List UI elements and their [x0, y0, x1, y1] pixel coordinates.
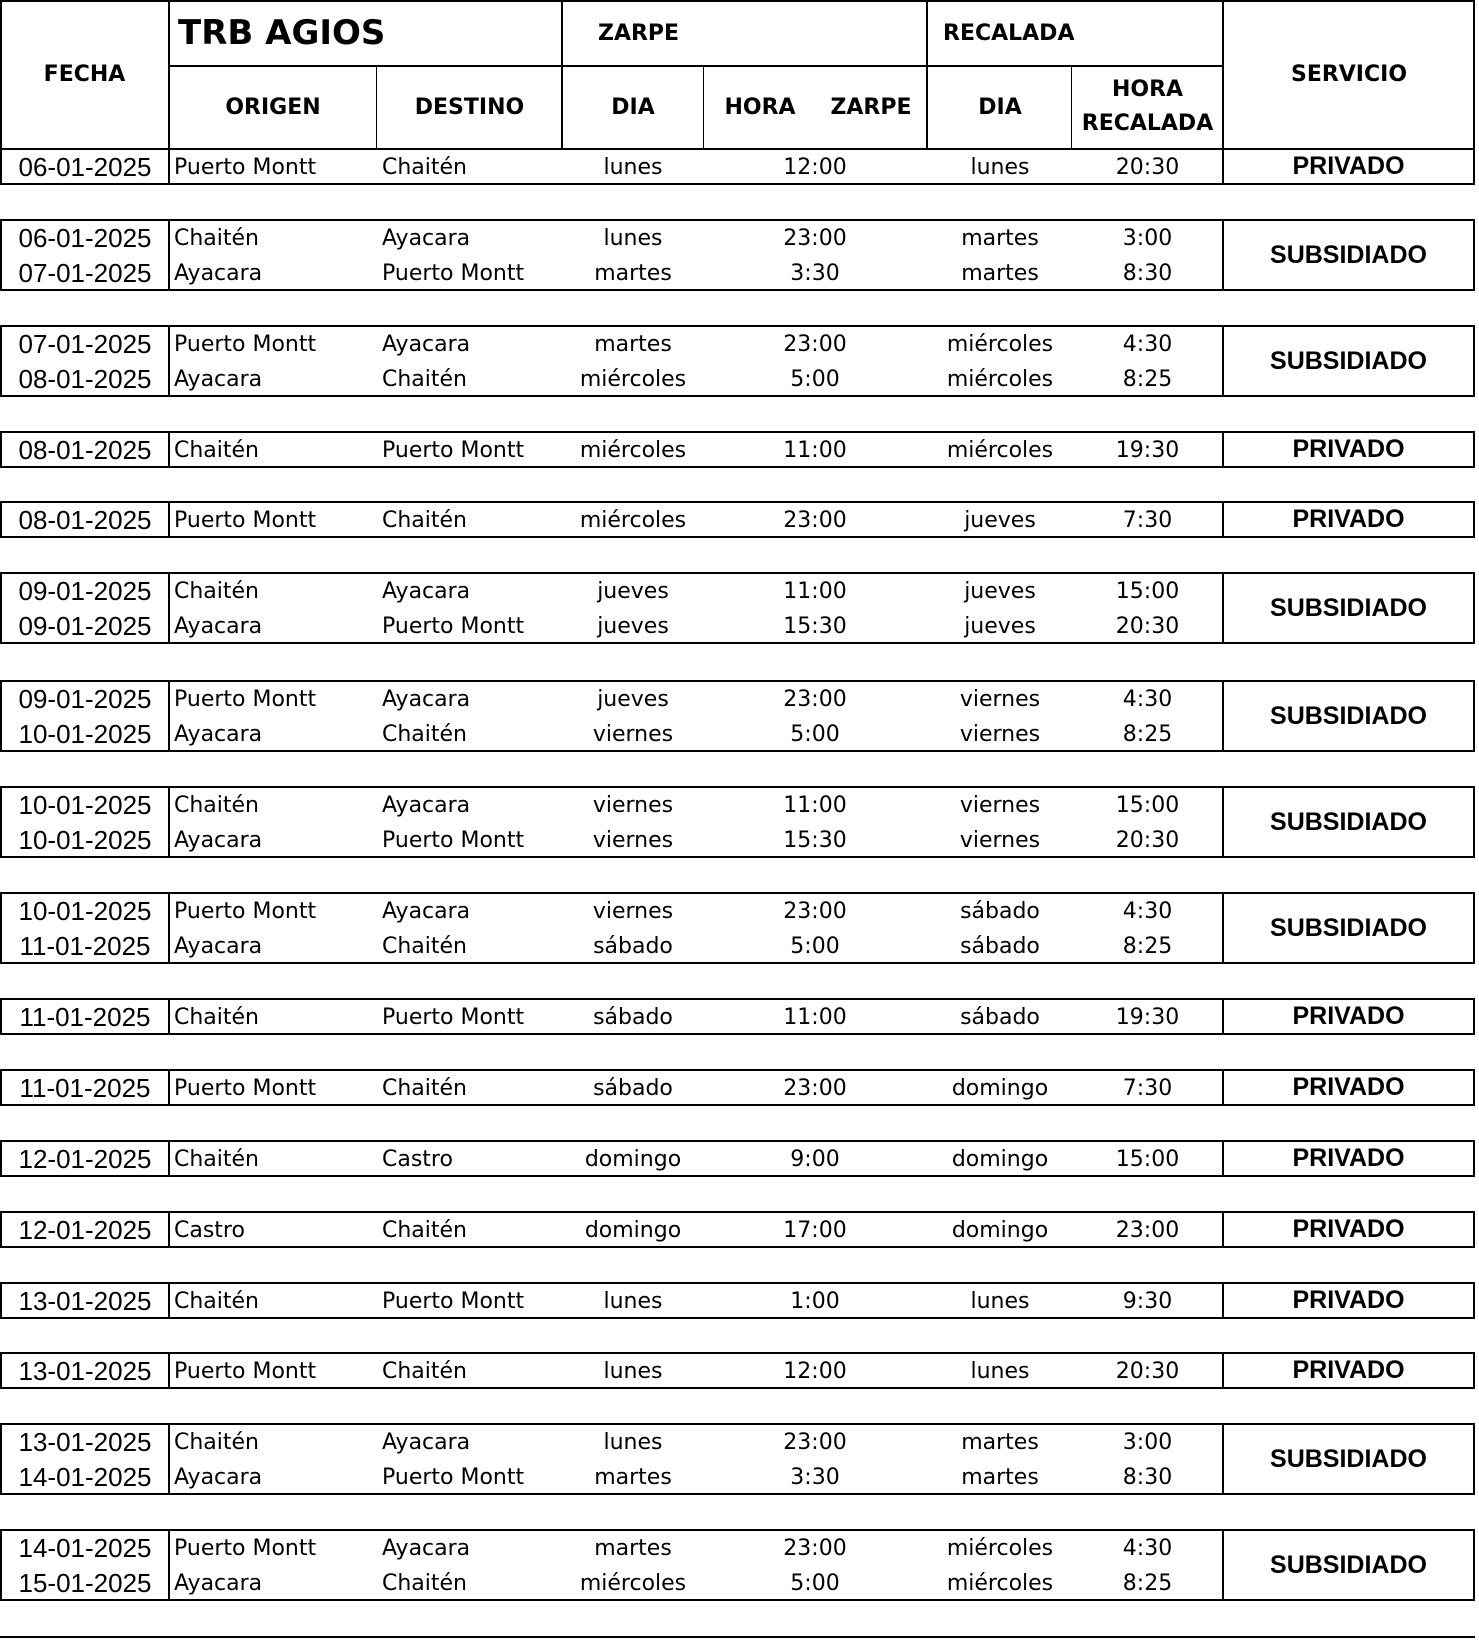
group-divider-fecha	[168, 219, 170, 291]
origen-cell: Ayacara	[174, 613, 263, 639]
servicio-label: SUBSIDIADO	[1270, 593, 1427, 622]
fecha-cell: 14-01-2025	[18, 1532, 152, 1563]
origen-cell: Ayacara	[174, 1570, 263, 1596]
hora-zarpe-cell: 11:00	[783, 792, 847, 818]
dia-recalada-cell: lunes	[970, 1358, 1030, 1384]
destino-cell: Puerto Montt	[382, 260, 525, 286]
group-right-border	[1473, 892, 1475, 964]
hora-zarpe-cell: 12:00	[783, 1358, 847, 1384]
fecha-cell: 12-01-2025	[18, 1143, 152, 1174]
dia-recalada-cell: domingo	[951, 1075, 1049, 1101]
destino-cell: Chaitén	[382, 1358, 468, 1384]
dia-zarpe-cell: miércoles	[579, 1570, 687, 1596]
hora-recalada-cell: 4:30	[1122, 898, 1173, 924]
destino-cell: Puerto Montt	[382, 1464, 525, 1490]
group-divider-fecha	[168, 1211, 170, 1248]
group-divider-fecha	[168, 1282, 170, 1319]
dia-recalada-cell: viernes	[959, 792, 1041, 818]
header-hora-recalada-line1: HORA	[1111, 77, 1184, 102]
fecha-cell: 06-01-2025	[18, 151, 152, 182]
origen-cell: Ayacara	[174, 366, 263, 392]
hora-zarpe-cell: 15:30	[783, 827, 847, 853]
dia-zarpe-cell: jueves	[597, 613, 669, 639]
hora-zarpe-cell: 23:00	[783, 507, 847, 533]
dia-zarpe-cell: viernes	[592, 792, 674, 818]
group-right-border	[1473, 1069, 1475, 1106]
origen-cell: Ayacara	[174, 1464, 263, 1490]
destino-cell: Ayacara	[382, 898, 471, 924]
servicio-label: SUBSIDIADO	[1270, 346, 1427, 375]
origen-cell: Puerto Montt	[174, 507, 317, 533]
header-top-border	[0, 0, 1475, 2]
header-divider-fecha	[168, 0, 170, 148]
dia-zarpe-cell: lunes	[603, 1358, 663, 1384]
destino-cell: Puerto Montt	[382, 437, 525, 463]
group-divider-fecha	[168, 572, 170, 644]
hora-zarpe-cell: 5:00	[790, 366, 840, 392]
dia-zarpe-cell: lunes	[603, 225, 663, 251]
group-divider-fecha	[168, 431, 170, 468]
servicio-label: PRIVADO	[1292, 1286, 1405, 1314]
hora-zarpe-cell: 23:00	[783, 1535, 847, 1561]
destino-cell: Chaitén	[382, 154, 468, 180]
destino-cell: Ayacara	[382, 578, 471, 604]
group-divider-fecha	[168, 1423, 170, 1495]
fecha-cell: 10-01-2025	[18, 718, 152, 749]
group-right-border	[1473, 572, 1475, 644]
group-right-border	[1473, 431, 1475, 468]
header-left-border	[0, 0, 2, 148]
destino-cell: Ayacara	[382, 792, 471, 818]
servicio-label: SUBSIDIADO	[1270, 240, 1427, 269]
destino-cell: Puerto Montt	[382, 827, 525, 853]
destino-cell: Ayacara	[382, 1429, 471, 1455]
fecha-cell: 10-01-2025	[18, 824, 152, 855]
header-servicio: SERVICIO	[1290, 61, 1408, 87]
fecha-cell: 06-01-2025	[18, 222, 152, 253]
destino-cell: Chaitén	[382, 933, 468, 959]
origen-cell: Chaitén	[174, 1429, 260, 1455]
origen-cell: Chaitén	[174, 1004, 260, 1030]
fecha-cell: 13-01-2025	[18, 1426, 152, 1457]
dia-zarpe-cell: viernes	[592, 827, 674, 853]
group-right-border	[1473, 1352, 1475, 1389]
hora-zarpe-cell: 23:00	[783, 225, 847, 251]
hora-recalada-cell: 8:25	[1122, 933, 1173, 959]
header-hora-recalada	[1072, 66, 1223, 148]
hora-recalada-cell: 7:30	[1122, 1075, 1173, 1101]
destino-cell: Ayacara	[382, 686, 471, 712]
header-dia-zarpe: DIA	[611, 94, 655, 120]
origen-cell: Puerto Montt	[174, 331, 317, 357]
hora-recalada-cell: 23:00	[1115, 1217, 1180, 1243]
destino-cell: Puerto Montt	[382, 1004, 525, 1030]
hora-recalada-cell: 20:30	[1115, 154, 1180, 180]
dia-recalada-cell: domingo	[951, 1146, 1049, 1172]
header-zarpe: ZARPE	[598, 20, 680, 46]
hora-zarpe-cell: 5:00	[790, 721, 840, 747]
dia-zarpe-cell: martes	[594, 331, 672, 357]
group-right-border	[1473, 1529, 1475, 1601]
header-divider-dia	[703, 66, 704, 148]
fecha-cell: 07-01-2025	[18, 328, 152, 359]
dia-recalada-cell: jueves	[964, 507, 1036, 533]
dia-zarpe-cell: jueves	[597, 686, 669, 712]
dia-zarpe-cell: lunes	[603, 1429, 663, 1455]
origen-cell: Ayacara	[174, 827, 263, 853]
destino-cell: Ayacara	[382, 1535, 471, 1561]
hora-recalada-cell: 15:00	[1115, 792, 1180, 818]
hora-zarpe-cell: 17:00	[783, 1217, 847, 1243]
origen-cell: Chaitén	[174, 578, 260, 604]
hora-zarpe-cell: 9:00	[790, 1146, 840, 1172]
hora-recalada-cell: 4:30	[1122, 686, 1173, 712]
destino-cell: Chaitén	[382, 1075, 468, 1101]
group-divider-fecha	[168, 325, 170, 397]
hora-recalada-cell: 9:30	[1122, 1288, 1173, 1314]
destino-cell: Ayacara	[382, 331, 471, 357]
header-dia-recalada: DIA	[978, 94, 1022, 120]
fecha-cell: 15-01-2025	[18, 1567, 152, 1598]
dia-zarpe-cell: sábado	[593, 933, 673, 959]
dia-recalada-cell: viernes	[959, 686, 1041, 712]
origen-cell: Ayacara	[174, 260, 263, 286]
header-mid-border	[169, 65, 1223, 67]
header-recalada: RECALADA	[943, 20, 1075, 46]
dia-recalada-cell: miércoles	[946, 331, 1054, 357]
fecha-cell: 11-01-2025	[19, 1072, 151, 1103]
hora-recalada-cell: 19:30	[1115, 1004, 1180, 1030]
servicio-label: SUBSIDIADO	[1270, 1444, 1427, 1473]
hora-recalada-cell: 4:30	[1122, 1535, 1173, 1561]
header-zarpe-sub: ZARPE	[830, 94, 912, 120]
dia-recalada-cell: miércoles	[946, 437, 1054, 463]
hora-recalada-cell: 19:30	[1115, 437, 1180, 463]
dia-recalada-cell: martes	[961, 260, 1039, 286]
destino-cell: Puerto Montt	[382, 613, 525, 639]
hora-recalada-cell: 20:30	[1115, 1358, 1180, 1384]
servicio-label: PRIVADO	[1292, 505, 1405, 533]
hora-zarpe-cell: 15:30	[783, 613, 847, 639]
dia-zarpe-cell: miércoles	[579, 366, 687, 392]
hora-zarpe-cell: 1:00	[790, 1288, 840, 1314]
hora-zarpe-cell: 5:00	[790, 1570, 840, 1596]
destino-cell: Chaitén	[382, 721, 468, 747]
group-right-border	[1473, 998, 1475, 1035]
servicio-label: PRIVADO	[1292, 1215, 1405, 1243]
fecha-cell: 09-01-2025	[18, 610, 152, 641]
fecha-cell: 11-01-2025	[19, 1001, 151, 1032]
hora-recalada-cell: 8:25	[1122, 366, 1173, 392]
destino-cell: Chaitén	[382, 1570, 468, 1596]
servicio-label: SUBSIDIADO	[1270, 1550, 1427, 1579]
group-divider-fecha	[168, 680, 170, 752]
origen-cell: Chaitén	[174, 792, 260, 818]
servicio-label: SUBSIDIADO	[1270, 701, 1427, 730]
fecha-cell: 11-01-2025	[19, 930, 151, 961]
group-divider-fecha	[168, 1352, 170, 1389]
dia-recalada-cell: viernes	[959, 721, 1041, 747]
header-fecha: FECHA	[43, 61, 126, 87]
dia-recalada-cell: martes	[961, 1429, 1039, 1455]
fecha-cell: 10-01-2025	[18, 789, 152, 820]
hora-recalada-cell: 15:00	[1115, 578, 1180, 604]
hora-recalada-cell: 3:00	[1122, 225, 1173, 251]
servicio-label: PRIVADO	[1292, 1002, 1405, 1030]
group-divider-fecha	[168, 786, 170, 858]
dia-zarpe-cell: viernes	[592, 898, 674, 924]
hora-recalada-cell: 4:30	[1122, 331, 1173, 357]
origen-cell: Chaitén	[174, 225, 260, 251]
dia-recalada-cell: miércoles	[946, 1535, 1054, 1561]
bottom-rule	[0, 1636, 1475, 1638]
fecha-cell: 08-01-2025	[18, 363, 152, 394]
hora-recalada-cell: 20:30	[1115, 827, 1180, 853]
dia-recalada-cell: martes	[961, 1464, 1039, 1490]
header-hora-recalada-line2: RECALADA	[1081, 111, 1214, 136]
hora-zarpe-cell: 23:00	[783, 331, 847, 357]
dia-recalada-cell: miércoles	[946, 366, 1054, 392]
header-divider-zarpe	[926, 0, 928, 148]
fecha-cell: 13-01-2025	[18, 1355, 152, 1386]
servicio-label: PRIVADO	[1292, 1356, 1405, 1384]
hora-recalada-cell: 3:00	[1122, 1429, 1173, 1455]
hora-zarpe-cell: 3:30	[790, 260, 840, 286]
header-right-border	[1473, 0, 1475, 148]
hora-zarpe-cell: 23:00	[783, 1075, 847, 1101]
fecha-cell: 12-01-2025	[18, 1214, 152, 1245]
dia-zarpe-cell: martes	[594, 260, 672, 286]
hora-zarpe-cell: 3:30	[790, 1464, 840, 1490]
hora-zarpe-cell: 23:00	[783, 898, 847, 924]
dia-zarpe-cell: miércoles	[579, 437, 687, 463]
dia-recalada-cell: lunes	[970, 154, 1030, 180]
dia-zarpe-cell: martes	[594, 1464, 672, 1490]
group-divider-fecha	[168, 148, 170, 185]
group-right-border	[1473, 325, 1475, 397]
dia-zarpe-cell: sábado	[593, 1075, 673, 1101]
dia-recalada-cell: jueves	[964, 613, 1036, 639]
hora-recalada-cell: 7:30	[1122, 507, 1173, 533]
header-destino: DESTINO	[414, 94, 525, 120]
hora-zarpe-cell: 11:00	[783, 1004, 847, 1030]
group-right-border	[1473, 219, 1475, 291]
servicio-label: PRIVADO	[1292, 1073, 1405, 1101]
dia-zarpe-cell: domingo	[584, 1146, 682, 1172]
header-divider-origen	[376, 66, 377, 148]
servicio-label: PRIVADO	[1292, 1144, 1405, 1172]
fecha-cell: 13-01-2025	[18, 1285, 152, 1316]
origen-cell: Chaitén	[174, 437, 260, 463]
dia-recalada-cell: miércoles	[946, 1570, 1054, 1596]
hora-recalada-cell: 8:25	[1122, 721, 1173, 747]
hora-recalada-cell: 20:30	[1115, 613, 1180, 639]
origen-cell: Ayacara	[174, 933, 263, 959]
group-right-border	[1473, 501, 1475, 538]
group-right-border	[1473, 1282, 1475, 1319]
dia-zarpe-cell: sábado	[593, 1004, 673, 1030]
destino-cell: Castro	[382, 1146, 453, 1172]
origen-cell: Puerto Montt	[174, 686, 317, 712]
group-divider-fecha	[168, 1069, 170, 1106]
dia-recalada-cell: martes	[961, 225, 1039, 251]
hora-recalada-cell: 15:00	[1115, 1146, 1180, 1172]
origen-cell: Puerto Montt	[174, 898, 317, 924]
dia-recalada-cell: lunes	[970, 1288, 1030, 1314]
header-divider-dia-recalada	[1071, 66, 1072, 148]
dia-recalada-cell: sábado	[960, 898, 1040, 924]
hora-zarpe-cell: 11:00	[783, 578, 847, 604]
dia-recalada-cell: viernes	[959, 827, 1041, 853]
group-right-border	[1473, 1211, 1475, 1248]
group-right-border	[1473, 148, 1475, 185]
group-divider-fecha	[168, 1140, 170, 1177]
fecha-cell: 08-01-2025	[18, 434, 152, 465]
hora-zarpe-cell: 12:00	[783, 154, 847, 180]
header-title: TRB AGIOS	[178, 13, 386, 53]
origen-cell: Chaitén	[174, 1146, 260, 1172]
fecha-cell: 14-01-2025	[18, 1461, 152, 1492]
fecha-cell: 10-01-2025	[18, 895, 152, 926]
servicio-label: SUBSIDIADO	[1270, 807, 1427, 836]
group-right-border	[1473, 1423, 1475, 1495]
dia-zarpe-cell: lunes	[603, 1288, 663, 1314]
group-divider-fecha	[168, 998, 170, 1035]
dia-zarpe-cell: lunes	[603, 154, 663, 180]
group-right-border	[1473, 1140, 1475, 1177]
destino-cell: Ayacara	[382, 225, 471, 251]
origen-cell: Castro	[174, 1217, 245, 1243]
hora-recalada-cell: 8:25	[1122, 1570, 1173, 1596]
destino-cell: Puerto Montt	[382, 1288, 525, 1314]
dia-recalada-cell: sábado	[960, 933, 1040, 959]
servicio-label: PRIVADO	[1292, 152, 1405, 180]
dia-zarpe-cell: miércoles	[579, 507, 687, 533]
hora-recalada-cell: 8:30	[1122, 260, 1173, 286]
hora-zarpe-cell: 5:00	[790, 933, 840, 959]
origen-cell: Puerto Montt	[174, 1075, 317, 1101]
dia-zarpe-cell: domingo	[584, 1217, 682, 1243]
dia-zarpe-cell: viernes	[592, 721, 674, 747]
dia-zarpe-cell: martes	[594, 1535, 672, 1561]
hora-zarpe-cell: 23:00	[783, 1429, 847, 1455]
origen-cell: Puerto Montt	[174, 154, 317, 180]
header-divider-destino	[561, 0, 563, 148]
dia-zarpe-cell: jueves	[597, 578, 669, 604]
group-right-border	[1473, 680, 1475, 752]
group-divider-fecha	[168, 1529, 170, 1601]
destino-cell: Chaitén	[382, 366, 468, 392]
fecha-cell: 07-01-2025	[18, 257, 152, 288]
destino-cell: Chaitén	[382, 1217, 468, 1243]
origen-cell: Puerto Montt	[174, 1535, 317, 1561]
hora-zarpe-cell: 11:00	[783, 437, 847, 463]
header-hora: HORA	[724, 94, 796, 120]
origen-cell: Puerto Montt	[174, 1358, 317, 1384]
origen-cell: Ayacara	[174, 721, 263, 747]
dia-recalada-cell: domingo	[951, 1217, 1049, 1243]
group-divider-fecha	[168, 892, 170, 964]
hora-zarpe-cell: 23:00	[783, 686, 847, 712]
header-divider-recalada	[1222, 0, 1224, 148]
hora-recalada-cell: 8:30	[1122, 1464, 1173, 1490]
destino-cell: Chaitén	[382, 507, 468, 533]
fecha-cell: 08-01-2025	[18, 504, 152, 535]
dia-recalada-cell: sábado	[960, 1004, 1040, 1030]
header-origen: ORIGEN	[225, 94, 321, 120]
servicio-label: PRIVADO	[1292, 435, 1405, 463]
servicio-label: SUBSIDIADO	[1270, 913, 1427, 942]
dia-recalada-cell: jueves	[964, 578, 1036, 604]
group-divider-fecha	[168, 501, 170, 538]
group-right-border	[1473, 786, 1475, 858]
fecha-cell: 09-01-2025	[18, 575, 152, 606]
fecha-cell: 09-01-2025	[18, 683, 152, 714]
origen-cell: Chaitén	[174, 1288, 260, 1314]
